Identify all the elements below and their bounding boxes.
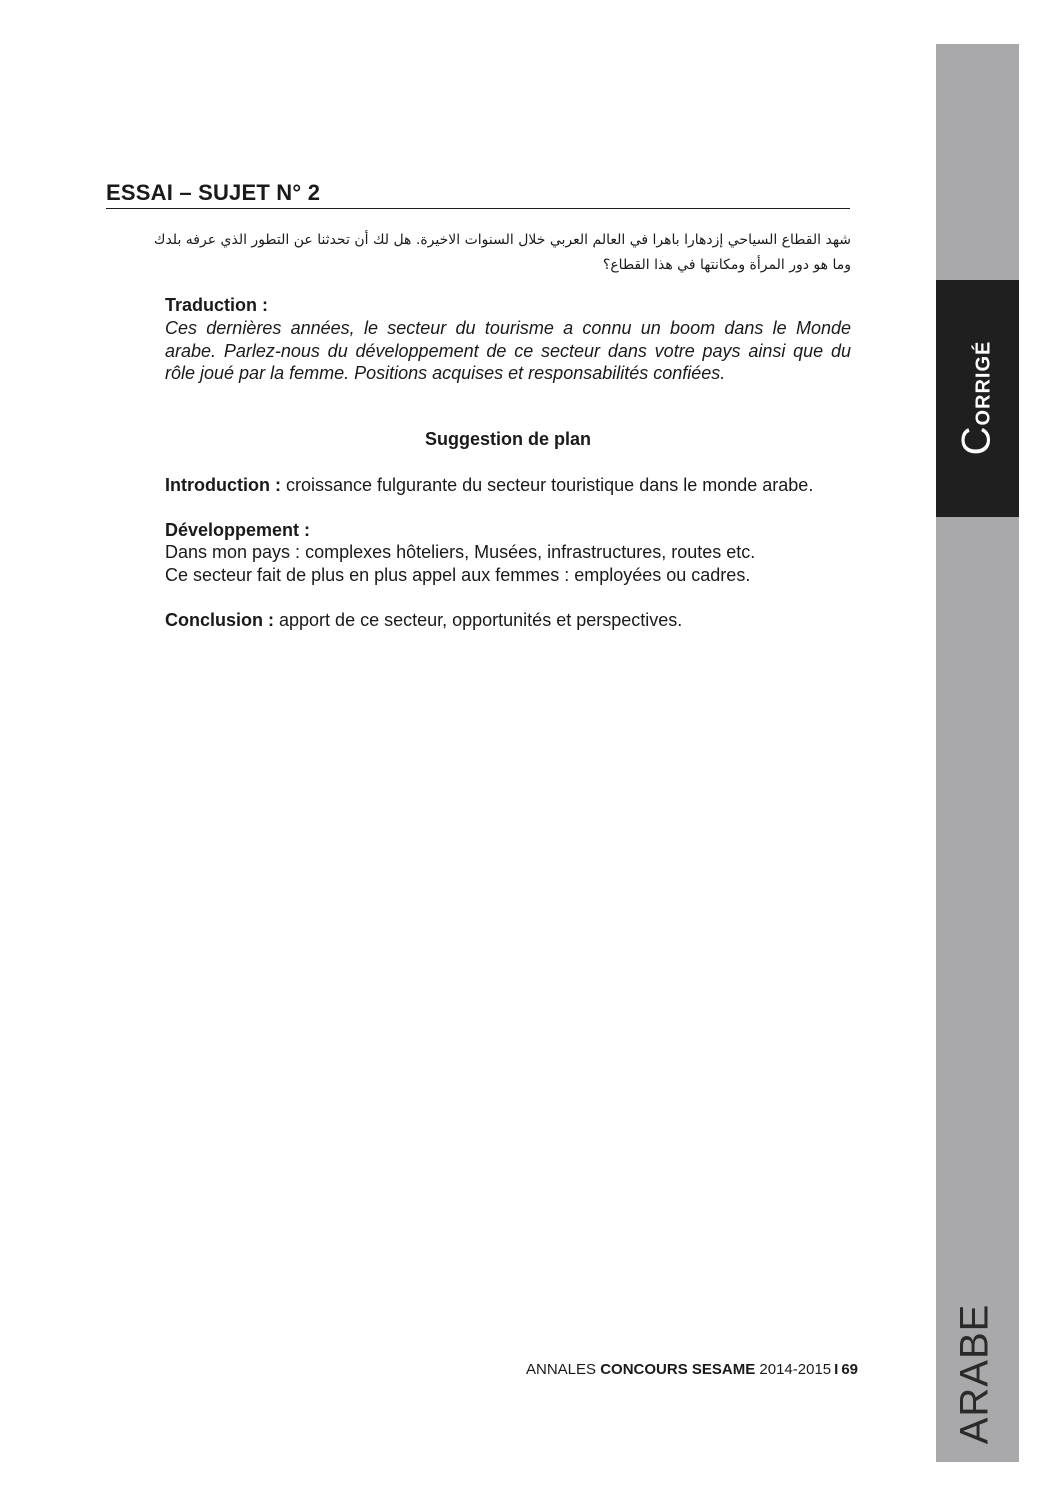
- conclusion-paragraph: [165, 609, 851, 632]
- translation-label: Traduction :: [165, 295, 268, 315]
- footer-separator: I: [834, 1361, 839, 1378]
- title-divider: [106, 208, 850, 209]
- subject-label: ARABE: [952, 1303, 997, 1445]
- side-band: [936, 44, 1019, 1462]
- corrige-rest: orrigé: [964, 340, 996, 426]
- arabic-question: شهد القطاع السياحي إزدهارا باهرا في العالم العربي خلال السنوات الاخيرة. هل لك أن تحدثنا عن التطور الذي عرفه بلدك وما هو دور المرأة ومكانتها في هذا القطاع؟: [153, 232, 851, 273]
- footer-years: 2014-2015: [759, 1361, 832, 1378]
- introduction-text: croissance fulgurante du secteur touristique dans le monde arabe.: [286, 475, 814, 495]
- conclusion-label: Conclusion :: [165, 610, 274, 630]
- page-number: 69: [841, 1361, 858, 1378]
- translation-text: Ces dernières années, le secteur du tourisme a connu un boom dans le Monde arabe. Parlez-nous du développement de ce secteur dans votre pays ainsi que du rôle joué par la femme. Positions acquises et responsabilités confiées.: [165, 318, 851, 383]
- section-title: ESSAI – SUJET N° 2: [106, 180, 321, 205]
- developpement-line-1: Dans mon pays : complexes hôteliers, Musées, infrastructures, routes etc.: [165, 542, 756, 562]
- corrige-label: [955, 341, 1000, 456]
- corrige-initial: C: [954, 425, 999, 456]
- conclusion-text: apport de ce secteur, opportunités et perspectives.: [279, 610, 683, 630]
- page-footer: [526, 1361, 858, 1378]
- developpement-line-2: Ce secteur fait de plus en plus appel aux femmes : employées ou cadres.: [165, 565, 751, 585]
- developpement-label: Développement :: [165, 520, 311, 540]
- plan-title: Suggestion de plan: [424, 429, 591, 449]
- introduction-label: Introduction :: [165, 475, 281, 495]
- introduction-paragraph: [165, 474, 851, 497]
- footer-annales: ANNALES: [526, 1361, 597, 1378]
- footer-concours: CONCOURS SESAME: [600, 1361, 756, 1378]
